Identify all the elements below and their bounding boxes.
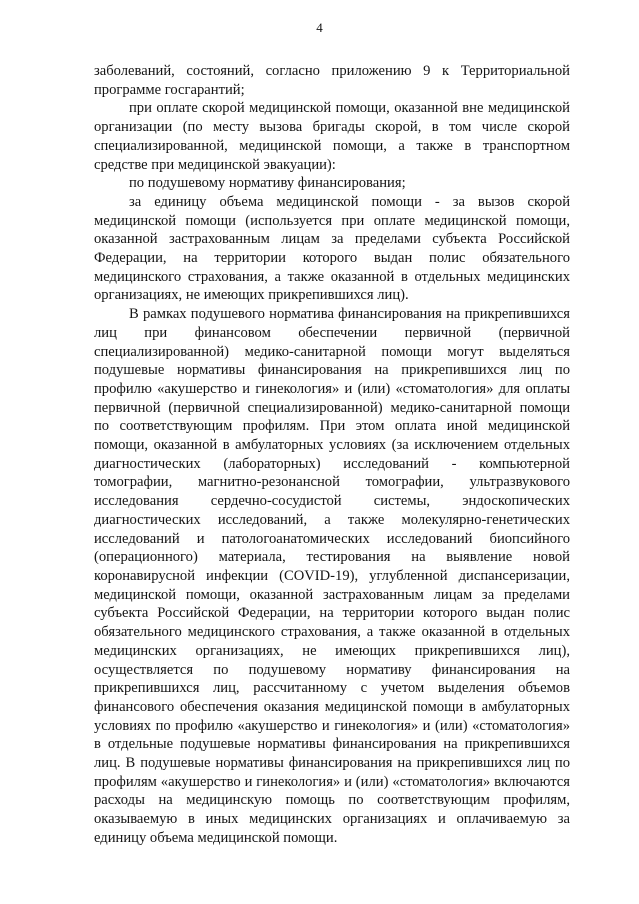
- paragraph-per-capita-profiles: В рамках подушевого норматива финансирования на прикрепившихся лиц при финансовом обеспечении первичной (первичной специализированной) медико-санитарной помощи могут выделяться подушевые нормативы финансирования на прикрепившихся лиц по профилю «акушерство и гинекология» и (или) «стоматология» для оплаты первичной (первичной специализированной) медико-санитарной помощи по соответствующим профилям. При этом оплата иной медицинской помощи, оказанной в амбулаторных условиях (за исключением отдельных диагностических (лабораторных) исследований - компьютерной томографии, магнитно-резонансной томографии, ультразвукового исследования сердечно-сосудистой системы, эндоскопических диагностических исследований, а также молекулярно-генетических исследований и патологоанатомических исследований биопсийного (операционного) материала, тестирования на выявление новой коронавирусной инфекции (COVID-19), углубленной диспансеризации, медицинской помощи, оказанной застрахованным лицам за пределами субъекта Российской Федерации, на территории которого выдан полис обязательного медицинского страхования, а также оказанной в отдельных медицинских организациях, не имеющих прикрепившихся лиц), осуществляется по подушевому нормативу финансирования на прикрепившихся лиц, рассчитанному с учетом выделения объемов финансового обеспечения оказания медицинской помощи в амбулаторных условиях по профилю «акушерство и гинекология» и (или) «стоматология» в отдельные подушевые нормативы финансирования на прикрепившихся лиц. В подушевые нормативы финансирования на прикрепившихся лиц по профилям «акушерство и гинекология» и (или) «стоматология» включаются расходы на медицинскую помощь по соответствующим профилям, оказываемую в иных медицинских организациях и оплачиваемую за единицу объема медицинской помощи.: [94, 306, 570, 846]
- paragraph-continuation: заболеваний, состояний, согласно приложению 9 к Территориальной программе госгарантий;: [94, 63, 570, 98]
- page-number: 4: [316, 20, 323, 35]
- paragraph-ambulance-payment: при оплате скорой медицинской помощи, оказанной вне медицинской организации (по месту вызова бригады скорой, в том числе скорой специализированной, медицинской помощи, а также в транспортном средстве при медицинской эвакуации):: [94, 100, 570, 173]
- paragraph-per-capita-norm: по подушевому нормативу финансирования;: [129, 175, 406, 192]
- paragraph-per-call-unit: за единицу объема медицинской помощи - за вызов скорой медицинской помощи (используется при оплате медицинской помощи, оказанной застрахованным лицам за пределами субъекта Российской Федерации, на территории которого выдан полис обязательного медицинского страхования, а также оказанной в отдельных медицинских организациях, не имеющих прикрепившихся лиц).: [94, 193, 570, 304]
- document-body: [94, 62, 570, 848]
